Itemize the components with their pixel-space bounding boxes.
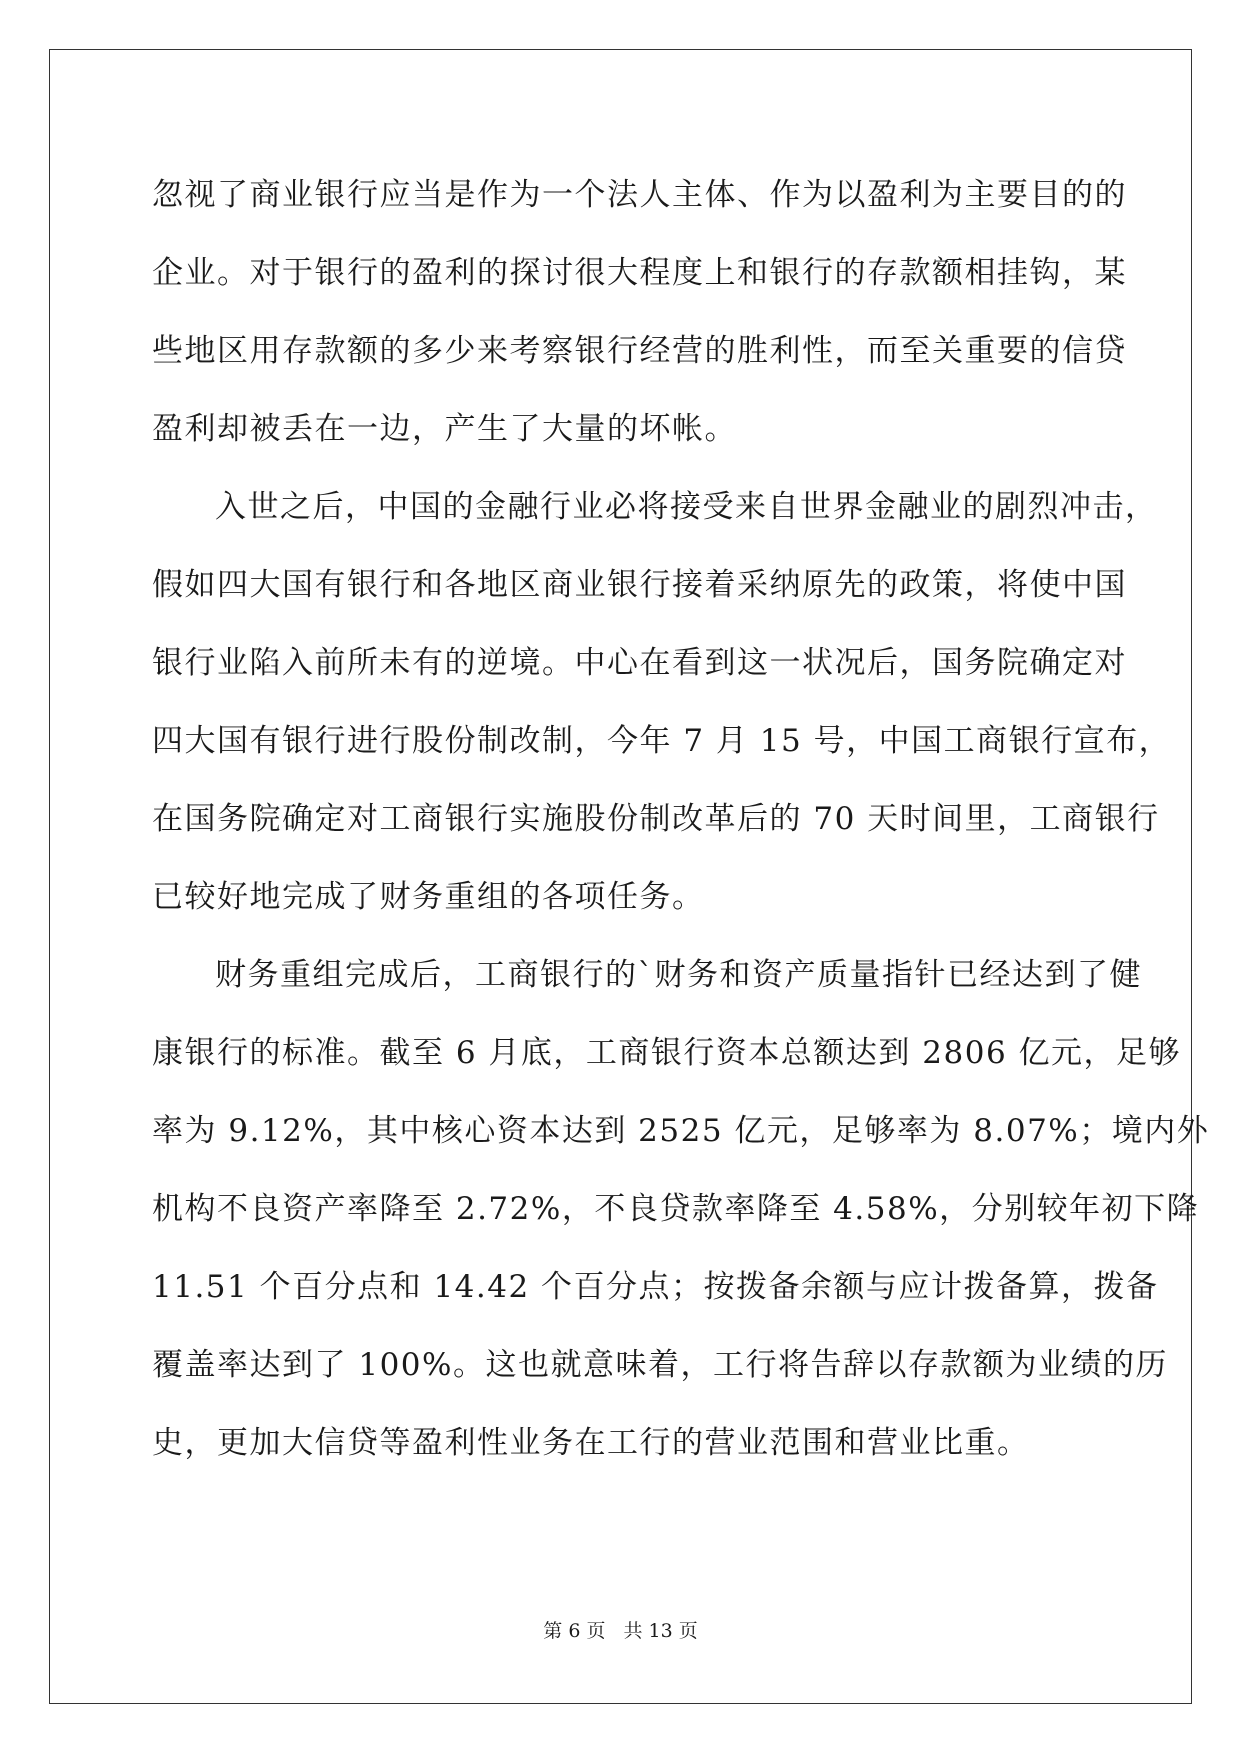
paragraph-3 xyxy=(152,936,1210,1482)
text-line: 已较好地完成了财务重组的各项任务。 xyxy=(152,879,705,915)
page-number: 第 6 页 xyxy=(543,1620,606,1642)
text-line: 在国务院确定对工商银行实施股份制改革后的 70 天时间里，工商银行 xyxy=(152,801,1160,837)
text-line: 企业。对于银行的盈利的探讨很大程度上和银行的存款额相挂钩，某 xyxy=(152,255,1127,291)
text-line: 入世之后，中国的金融行业必将接受来自世界金融业的剧烈冲击， xyxy=(215,489,1158,525)
text-line: 机构不良资产率降至 2.72%，不良贷款率降至 4.58%，分别较年初下降 xyxy=(152,1191,1200,1227)
text-line: 史，更加大信贷等盈利性业务在工行的营业范围和营业比重。 xyxy=(152,1425,1030,1461)
text-line: 11.51 个百分点和 14.42 个百分点；按拨备余额与应计拨备算，拨备 xyxy=(152,1269,1159,1305)
text-line: 四大国有银行进行股份制改制，今年 7 月 15 号，中国工商银行宣布， xyxy=(152,723,1172,759)
text-line: 覆盖率达到了 100%。这也就意味着，工行将告辞以存款额为业绩的历 xyxy=(152,1347,1168,1383)
text-line: 银行业陷入前所未有的逆境。中心在看到这一状况后，国务院确定对 xyxy=(152,645,1127,681)
document-body xyxy=(152,156,1210,1482)
text-line: 些地区用存款额的多少来考察银行经营的胜利性，而至关重要的信贷 xyxy=(152,333,1127,369)
text-line: 忽视了商业银行应当是作为一个法人主体、作为以盈利为主要目的的 xyxy=(152,177,1127,213)
paragraph-1 xyxy=(152,156,1127,468)
paragraph-2 xyxy=(152,468,1172,936)
text-line: 财务重组完成后，工商银行的`财务和资产质量指针已经达到了健 xyxy=(215,957,1142,993)
text-line: 率为 9.12%，其中核心资本达到 2525 亿元，足够率为 8.07%；境内外 xyxy=(152,1113,1210,1149)
text-line: 康银行的标准。截至 6 月底，工商银行资本总额达到 2806 亿元，足够 xyxy=(152,1035,1182,1071)
total-pages: 共 13 页 xyxy=(623,1620,698,1642)
text-line: 假如四大国有银行和各地区商业银行接着采纳原先的政策，将使中国 xyxy=(152,567,1127,603)
text-line: 盈利却被丢在一边，产生了大量的坏帐。 xyxy=(152,411,737,447)
page-footer xyxy=(0,1616,1241,1643)
